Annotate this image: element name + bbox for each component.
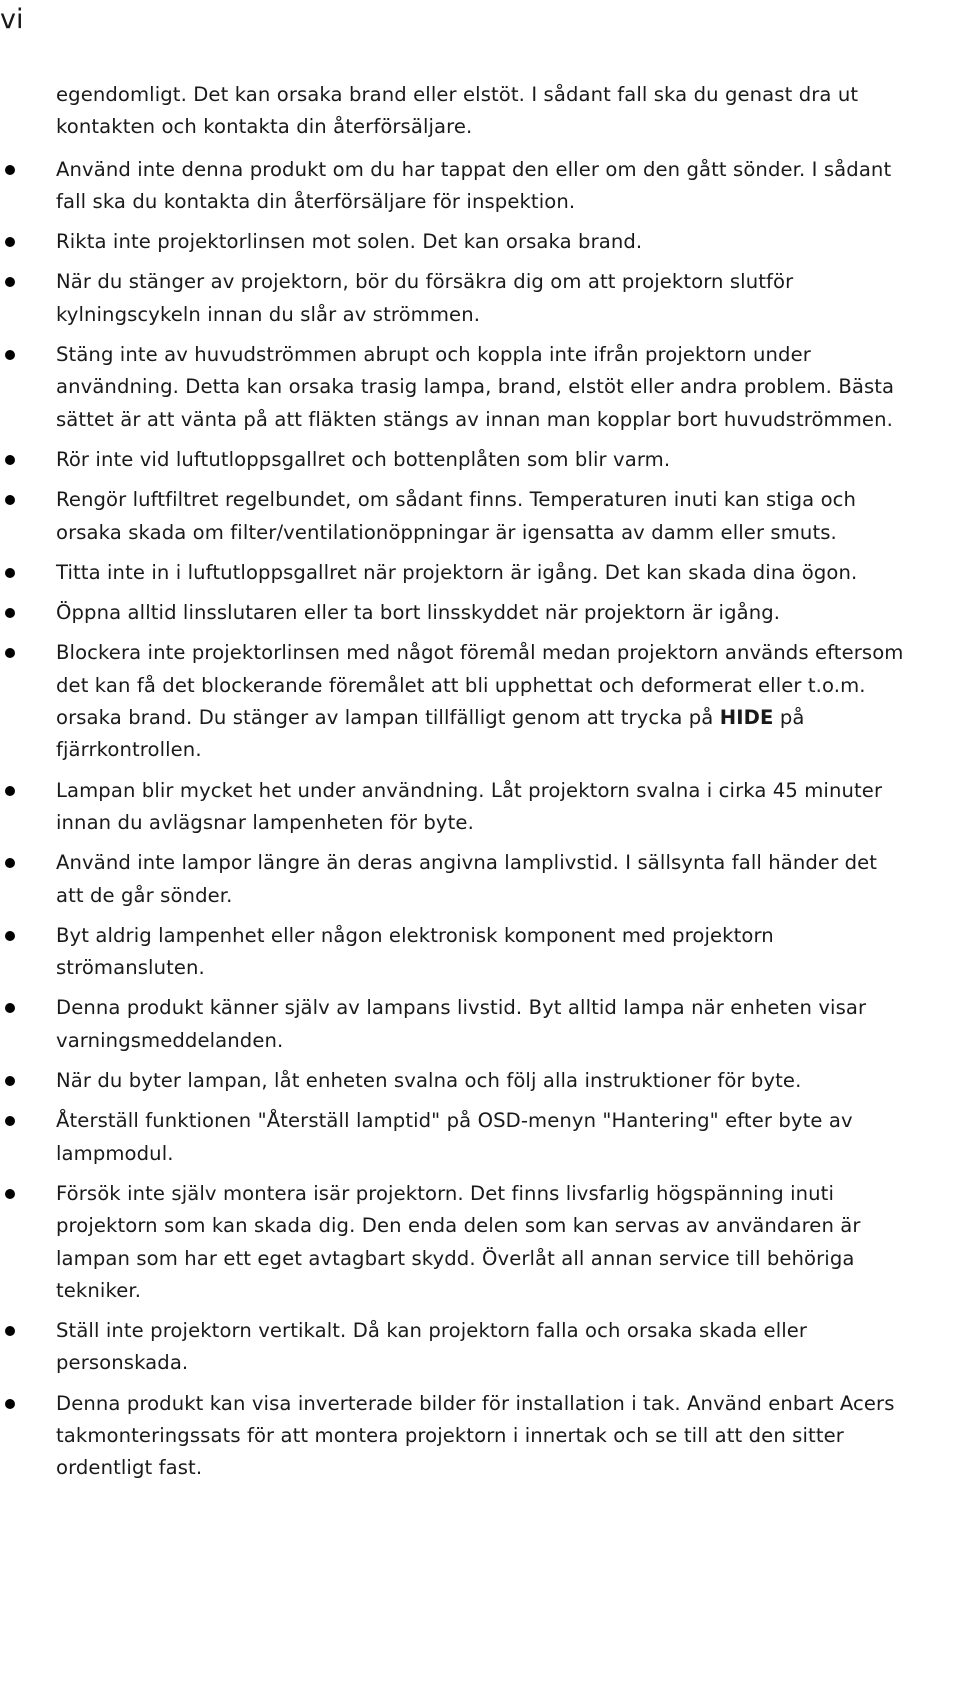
list-item-text: Ställ inte projektorn vertikalt. Då kan projektorn falla och orsaka skada eller personskada. [56, 1319, 808, 1375]
list-item [0, 597, 904, 629]
list-item-text: Byt aldrig lampenhet eller någon elektronisk komponent med projektorn strömansluten. [56, 923, 774, 980]
list-item [0, 1178, 904, 1307]
list-item [0, 154, 904, 219]
list-item-text: När du byter lampan, låt enheten svalna och följ alla instruktioner för byte. [56, 1069, 802, 1093]
bullet-icon [5, 277, 15, 287]
list-item [0, 226, 904, 258]
list-item-text: Rikta inte projektorlinsen mot solen. Det kan orsaka brand. [56, 230, 643, 254]
list-item-text: Försök inte själv montera isär projektorn. Det finns livsfarlig högspänning inuti projektorn som kan skada dig. Den enda delen som kan servas av användaren är lampan som har ett eget avtagbart skydd. Överlåt all annan service till behöriga tekniker. [56, 1181, 861, 1302]
bullet-icon [5, 237, 15, 247]
list-item [0, 637, 904, 766]
list-item [0, 484, 904, 549]
list-item [0, 1388, 904, 1485]
bullet-icon [5, 931, 15, 941]
list-item-text: Titta inte in i luftutloppsgallret när projektorn är igång. Det kan skada dina ögon. [56, 560, 858, 584]
continuation-paragraph: egendomligt. Det kan orsaka brand eller elstöt. I sådant fall ska du genast dra ut kontakten och kontakta din återförsäljare. [56, 83, 859, 139]
list-item-text: Använd inte lampor längre än deras angivna lamplivstid. I sällsynta fall händer det att de går sönder. [56, 851, 878, 907]
bullet-icon [5, 495, 15, 505]
list-item [0, 444, 904, 476]
list-item [0, 992, 904, 1057]
bullet-icon [5, 858, 15, 868]
list-item-text: Rengör luftfiltret regelbundet, om sådant finns. Temperaturen inuti kan stiga och orsaka skada om filter/ventilationöppningar är igensatta av damm eller smuts. [56, 488, 857, 544]
bullet-icon [5, 455, 15, 465]
list-item [0, 1315, 904, 1380]
list-item [0, 1065, 904, 1097]
list-item-text: Använd inte denna produkt om du har tappat den eller om den gått sönder. I sådant fall ska du kontakta din återförsäljare för inspektion. [56, 157, 892, 213]
list-item-text: Denna produkt kan visa inverterade bilder för installation i tak. Använd enbart Acers takmonteringssats för att montera projektorn i innertak och se till att den sitter ordentligt fast. [56, 1391, 895, 1480]
bullet-icon [5, 1326, 15, 1336]
list-item-text: Lampan blir mycket het under användning. Låt projektorn svalna i cirka 45 minuter innan du avlägsnar lampenheten för byte. [56, 778, 883, 834]
list-item-text: Denna produkt känner själv av lampans livstid. Byt alltid lampa när enheten visar varningsmeddelanden. [56, 996, 867, 1052]
safety-instructions [0, 79, 960, 1493]
list-item [0, 920, 904, 985]
list-item [0, 339, 904, 436]
bullet-icon [5, 1399, 15, 1409]
list-item-text: Rör inte vid luftutloppsgallret och bottenplåten som blir varm. [56, 447, 671, 471]
bullet-icon [5, 1076, 15, 1086]
bullet-icon [5, 568, 15, 578]
list-item [0, 775, 904, 840]
bullet-icon [5, 165, 15, 175]
bullet-icon [5, 1003, 15, 1013]
list-item-text: på fjärrkontrollen. [56, 706, 805, 762]
list-item-text: Stäng inte av huvudströmmen abrupt och koppla inte ifrån projektorn under användning. Detta kan orsaka trasig lampa, brand, elstöt eller andra problem. Bästa sättet är att vänta på att fläkten stängs av innan man kopplar bort huvudströmmen. [56, 343, 895, 431]
list-item-text: Öppna alltid linsslutaren eller ta bort linsskyddet när projektorn är igång. [56, 601, 781, 625]
list-item [0, 266, 904, 331]
bullet-icon [5, 350, 15, 360]
list-item-text: När du stänger av projektorn, bör du försäkra dig om att projektorn slutför kylningscykeln innan du slår av strömmen. [56, 270, 794, 326]
bullet-icon [5, 648, 15, 658]
page-number: vi [0, 4, 24, 35]
bullet-icon [5, 786, 15, 796]
bullet-icon [5, 608, 15, 618]
list-item [0, 1105, 904, 1170]
list-item [0, 557, 904, 589]
bullet-icon [5, 1116, 15, 1126]
bullet-icon [5, 1189, 15, 1199]
hide-key-label: HIDE [719, 706, 774, 730]
list-item [0, 847, 904, 912]
list-item-text: Återställ funktionen "Återställ lamptid" på OSD-menyn "Hantering" efter byte av lampmodul. [56, 1109, 853, 1165]
list-item-text: Blockera inte projektorlinsen med något föremål medan projektorn används eftersom det kan få det blockerande föremålet att bli upphettat och deformerat eller t.o.m. orsaka brand. Du stänger av lampan tillfälligt genom att trycka på [56, 641, 904, 730]
